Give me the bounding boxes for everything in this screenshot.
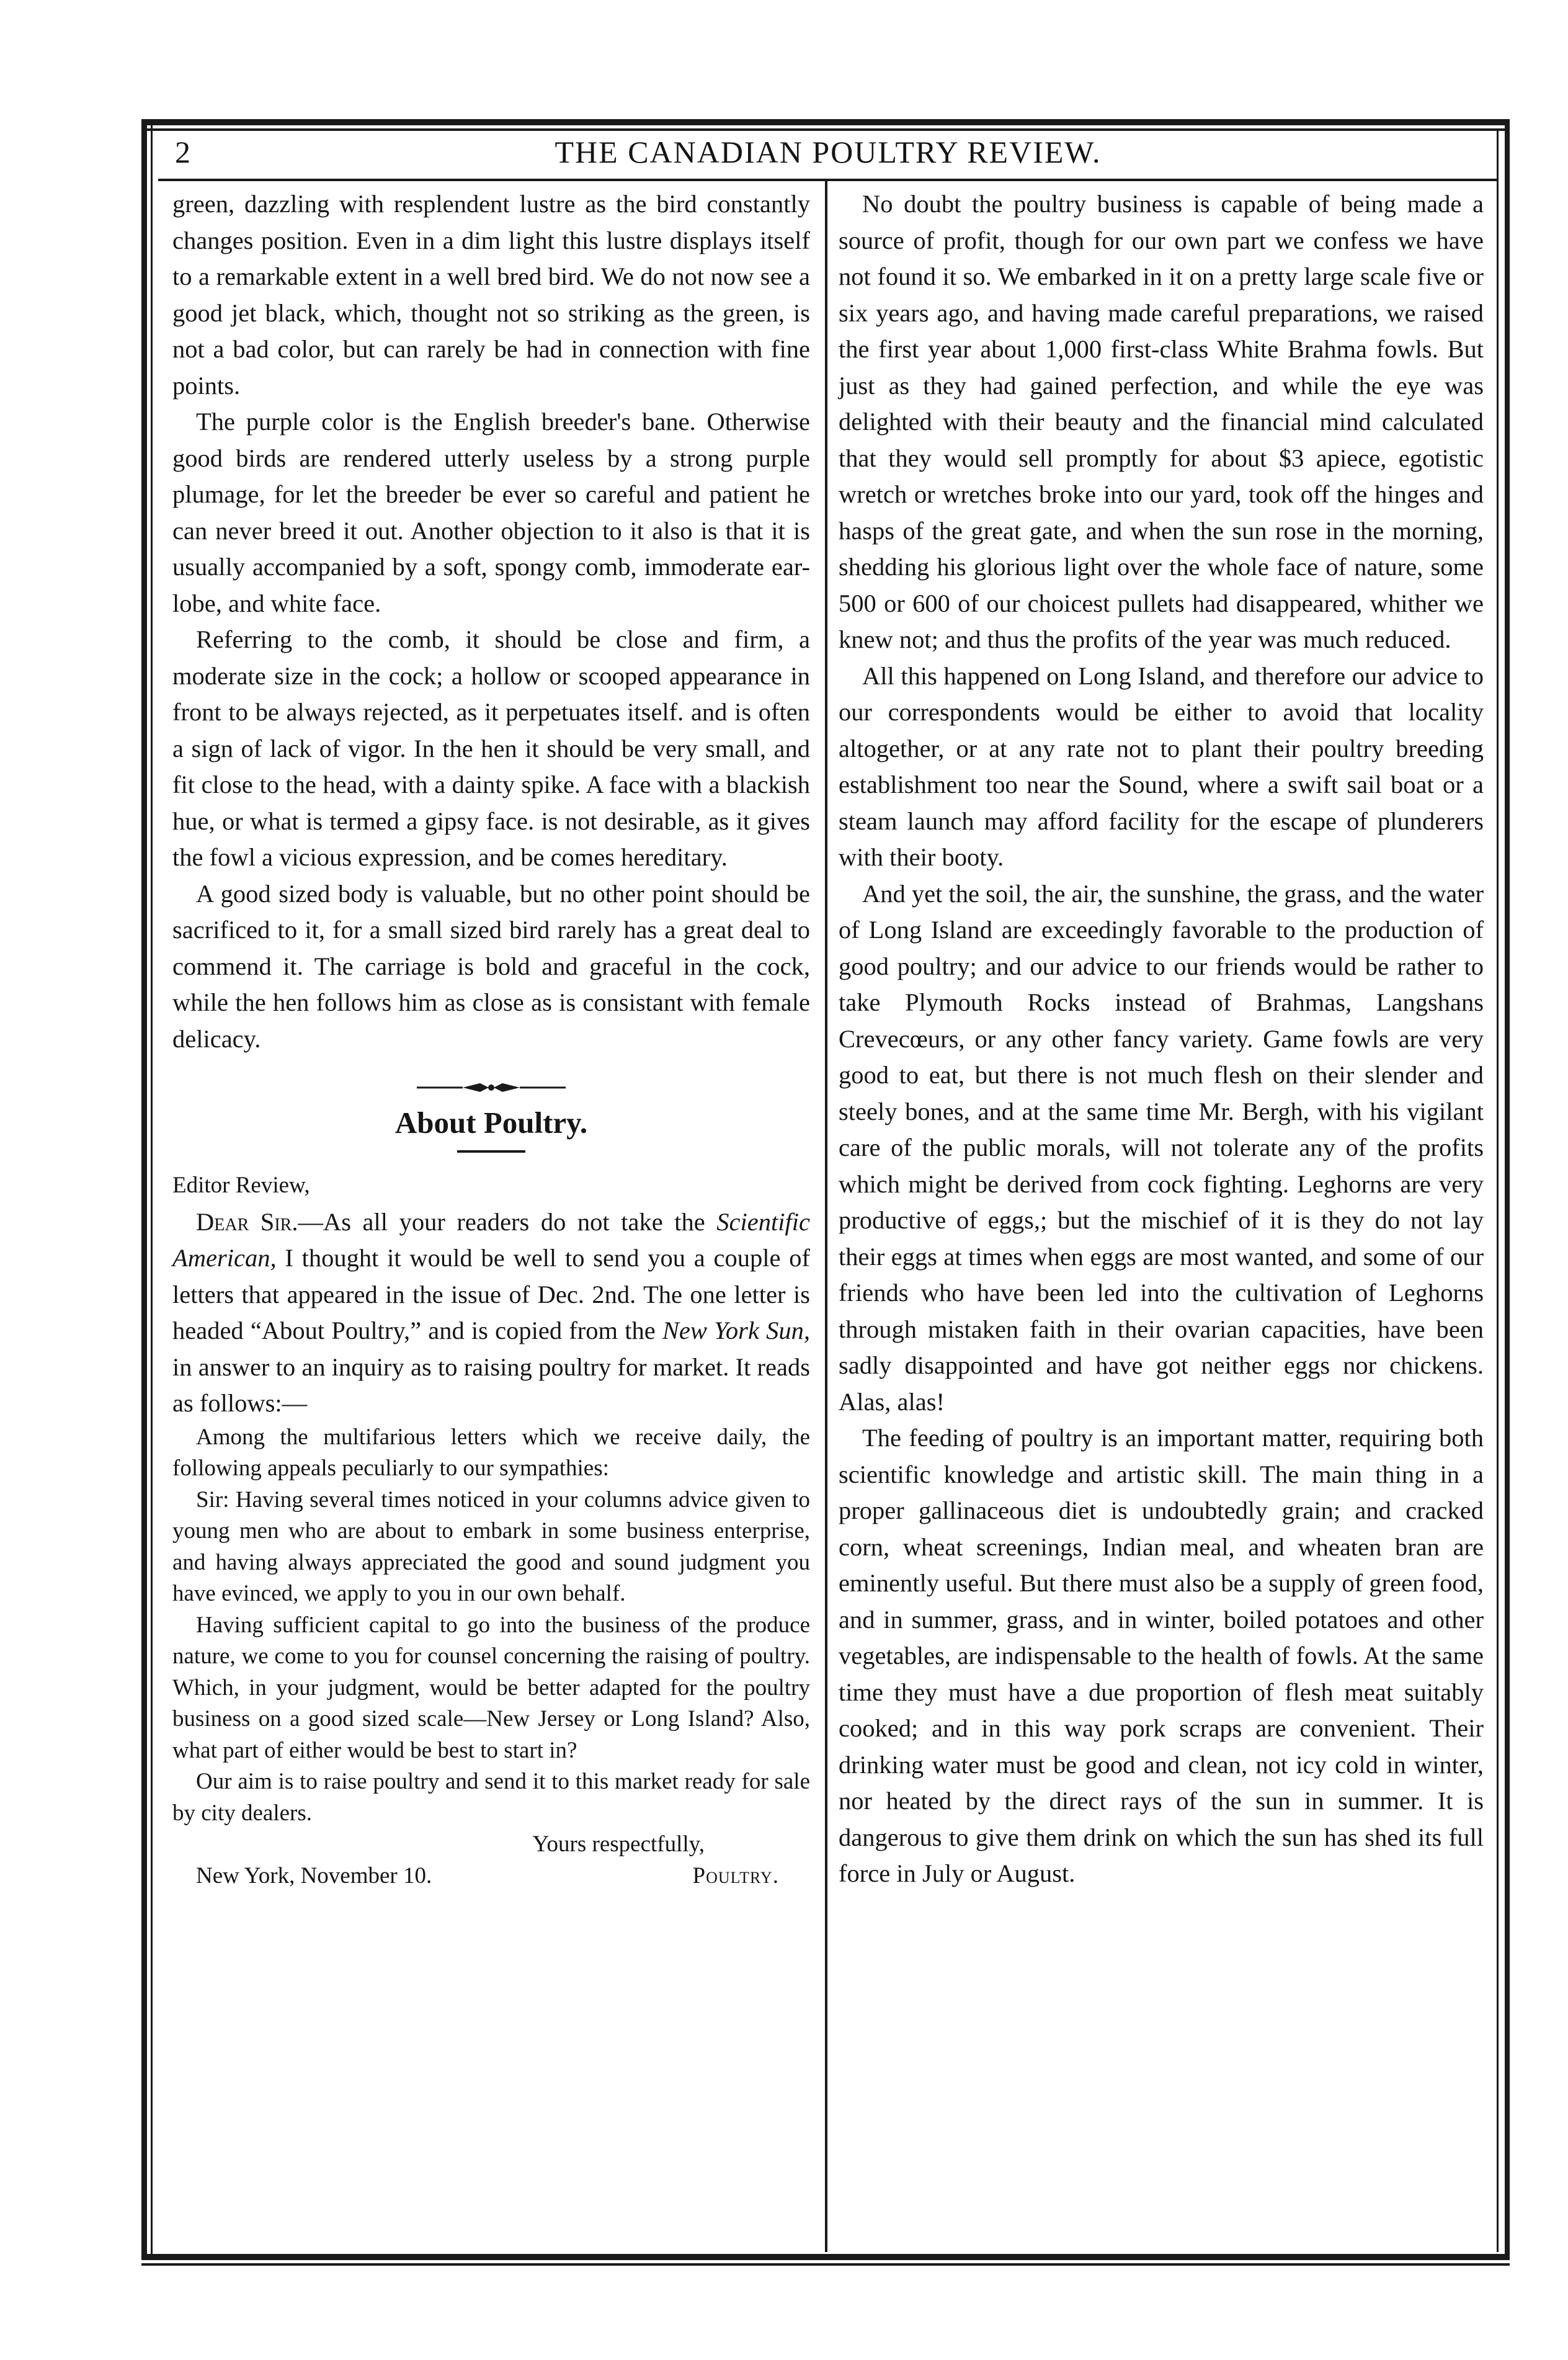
paragraph: All this happened on Long Island, and therefore our advice to our correspondents would be either to avoid that locality altogether, or at any rate not to plant their poultry breeding establishment too near the Sound, where a swift sail boat or a steam launch may afford facility for the escape of plunderers with their booty. <box>839 661 1484 871</box>
letter-paragraph: Sir: Having several times noticed in your columns advice given to young men who are about to embark in some business enterprise, and having always appreciated the good and sound judgment you have evinced, we apply to you in our own behalf. <box>172 1486 810 1606</box>
paragraph: The feeding of poultry is an important matter, requiring both scientific knowledge and artistic skill. The main thing in a proper gallinaceous diet is undoubtedly grain; and cracked corn, wheat screenings, Indian meal, and wheaten bran are eminently useful. But there must also be a supply of green food, and in summer, grass, and in winter, boiled potatoes and other vegetables, are indispensable to the health of fowls. At the same time they must have a due proportion of flesh meat suitably cooked; and in this way pork scraps are convenient. Their drinking water must be good and clean, not icy cold in winter, nor heated by the direct rays of the sun in summer. It is dangerous to give them drink on which the sun has shed its full force in July or August. <box>839 1424 1484 1887</box>
running-title: THE CANADIAN POULTRY REVIEW. <box>555 135 1102 169</box>
paragraph: No doubt the poultry business is capable of being made a source of profit, though for our own part we confess we have not found it so. We embarked in it on a pretty large scale five or six years ago, and having made careful preparations, we raised the first year about 1,000 first-class White Brahma fowls. But just as they had gained perfection, and while the eye was delighted with their beauty and the financial mind calculated that they would sell promptly for about $3 apiece, egotistic wretch or wretches broke into our yard, took off the hinges and hasps of the great gate, and when the sun rose in the morning, shedding his glorious light over the whole face of nature, some 500 or 600 of our choicest pullets had disappeared, whither we knew not; and thus the profits of the year was much reduced. <box>839 190 1484 653</box>
quoted-letter <box>172 1422 810 1892</box>
title-rule <box>457 1150 525 1153</box>
publication-name: New York Sun, <box>662 1316 810 1344</box>
intro-text: —As all your readers do not take the <box>298 1207 717 1236</box>
ornament-divider <box>411 1079 572 1096</box>
paragraph: And yet the soil, the air, the sunshine, the grass, and the water of Long Island are exceedingly favorable to the production of good poultry; and our advice to our friends would be rather to take Plymouth Rocks instead of Brahmas, Langshans Crevecœurs, or any other fancy variety. Game fowls are very good to eat, but there is not much flesh on their slender and steely bones, and at the same time Mr. Bergh, with his vigilant care of the public morals, will not tolerate any of the profits which might be derived from cock fighting. Leghorns are very productive of eggs,; but the mischief of it is they do not lay their eggs at times when eggs are most wanted, and some of our friends who have been led into the cultivation of Leghorns through mistaken faith in their ovarian capacities, have been sadly disappointed and have got neither eggs nor chickens. Alas, alas! <box>839 879 1484 1416</box>
page-border-bottom <box>141 2254 1510 2260</box>
intro-paragraph <box>172 1204 810 1422</box>
page-header <box>161 124 1495 180</box>
salutation: Editor Review, <box>172 1173 310 1198</box>
article-title: About Poultry. <box>394 1106 588 1140</box>
page-number: 2 <box>175 135 190 169</box>
paragraph: A good sized body is valuable, but no other point should be sacrificed to it, for a small sized bird rarely has a great deal to commend it. The carriage is bold and graceful in the cock, while the hen follows him as close as is consistant with female delicacy. <box>172 879 810 1053</box>
dear-sir: Dear Sir. <box>196 1207 298 1236</box>
column-divider <box>825 181 827 2252</box>
letter-dateline: New York, November 10. <box>196 1863 432 1888</box>
right-column <box>839 186 1484 1892</box>
intro-text: in answer to an inquiry as to raising poultry for market. It reads as follows:— <box>172 1352 810 1417</box>
letter-signature: Poultry. <box>692 1862 779 1888</box>
letter-paragraph: Having sufficient capital to go into the business of the produce nature, we come to you for counsel concerning the raising of poultry. Which, in your judgment, would be better adapted for the poultry business on a good sized scale—New Jersey or Long Island? Also, what part of either would be best to start in? <box>172 1612 810 1763</box>
header-rule <box>158 179 1498 181</box>
paragraph: Referring to the comb, it should be close and firm, a moderate size in the cock; a hollow or scooped appearance in front to be always rejected, as it perpetuates itself. and is often a sign of lack of vigor. In the hen it should be very small, and fit close to the head, with a dainty spike. A face with a blackish hue, or what is termed a gipsy face. is not desirable, as it gives the fowl a vicious expression, and be comes hereditary. <box>172 625 810 871</box>
left-column <box>172 186 810 1892</box>
page-border-bottom-inner <box>141 2263 1510 2266</box>
page-border-left <box>141 119 147 2259</box>
paragraph: The purple color is the English breeder's bane. Otherwise good birds are rendered utterly useless by a strong purple plumage, for let the breeder be ever so careful and patient he can never breed it out. Another objection to it also is that it is usually accompanied by a soft, spongy comb, immoderate ear-lobe, and white face. <box>172 408 810 617</box>
paragraph: green, dazzling with resplendent lustre as the bird constantly changes position. Even in a dim light this lustre displays itself to a remarkable extent in a well bred bird. We do not now see a good jet black, which, thought not so striking as the green, is not a bad color, but can rarely be had in connection with fine points. <box>172 190 810 400</box>
intro-text: I thought it would be well to send you a couple of letters that appeared in the issue of Dec. 2nd. The one letter is headed “About Poultry,” and is copied from the <box>172 1244 810 1344</box>
page-border-right <box>1505 119 1510 2259</box>
page-border-right-inner <box>1497 130 1499 2252</box>
letter-closing: Yours respectfully, <box>532 1831 705 1857</box>
letter-paragraph: Among the multifarious letters which we receive daily, the following appeals peculiarly to our sympathies: <box>172 1424 810 1481</box>
letter-paragraph: Our aim is to raise poultry and send it to this market ready for sale by city dealers. <box>172 1769 810 1826</box>
publication-name: Scientific American, <box>172 1207 810 1272</box>
page-border-left-inner <box>151 119 153 2259</box>
